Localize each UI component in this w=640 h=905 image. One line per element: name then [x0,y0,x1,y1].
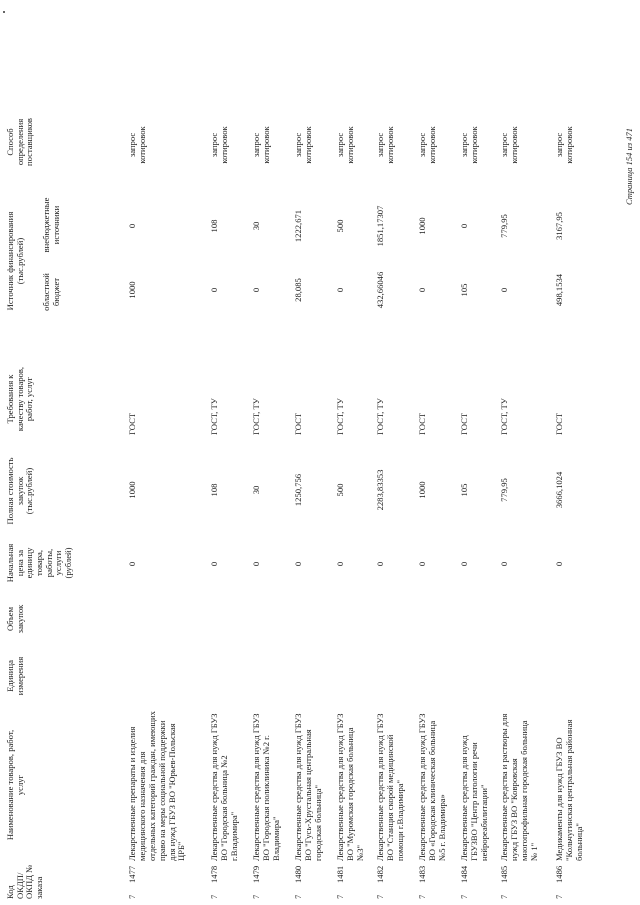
row-method: запрос котировок [499,126,519,164]
row-regional: 1000 [127,281,137,299]
row-unit-price: 0 [499,561,509,567]
row-regional: 0 [251,287,261,293]
row-regional: 432,66046 [375,271,385,309]
header-funding: Источник финансирования (тыс.рублей) [5,211,25,311]
row-requirements: ГОСТ, ТУ [251,398,261,435]
row-requirements: ГОСТ, ТУ [499,398,509,435]
row-number: 1479 [251,865,261,883]
header-method: Способ определения поставщиков [5,118,35,166]
row-requirements: ГОСТ [293,412,303,435]
row-code: 7 [499,894,509,899]
row-method: запрос котировок [459,126,479,164]
row-extra: 0 [127,223,137,229]
row-extra: 500 [335,219,345,233]
header-name: Наименование товаров, работ, услуг [5,729,25,841]
header-funding-regional: областной бюджет [41,273,61,311]
row-extra: 108 [209,219,219,233]
row-number: 1478 [209,865,219,883]
row-name: Лекарственные средства для нужд ГБУЗ ВО "Гусь-Хрустальная центральная городская больница" [293,713,323,861]
row-name: Лекарственные препараты и изделия медицинского назначения для отдельных категорий граждан, имеющих право на меры социальной поддержки для нужд ГБУЗ ВО "Юрьев-Польская ЦРБ" [127,711,187,861]
scan-dot [3,11,5,13]
row-name: Лекарственные средства для нужд ГБУЗ ВО «Городская клиническая больница №5 г. Владимира» [417,713,447,861]
row-number: 1482 [375,865,385,883]
header-volume: Объем закупок [5,604,25,634]
row-unit-price: 0 [459,561,469,567]
row-method: запрос котировок [375,126,395,164]
row-extra: 1851,17307 [375,205,385,247]
row-name: Лекарственные средства для нужд ГБУЗ ВО "Станция скорой медицинской помощи г.Владимира" [375,713,405,861]
row-unit-price: 0 [251,561,261,567]
row-method: запрос котировок [209,126,229,164]
row-requirements: ГОСТ, ТУ [209,398,219,435]
row-regional: 0 [417,287,427,293]
row-unit-price: 0 [335,561,345,567]
row-unit-price: 0 [293,561,303,567]
header-total: Полная стоимость закупок (тыс.рублей) [5,457,35,525]
row-unit-price: 0 [554,561,564,567]
row-regional: 0 [499,287,509,293]
page-number: Страница 154 из 471 [624,128,634,205]
row-number: 1480 [293,865,303,883]
row-code: 7 [417,894,427,899]
row-name: Лекарственные средства для нужд ГБУЗ ВО "Городская поликлиника №2 г. Владимира" [251,713,281,861]
row-total: 779,95 [499,478,509,502]
row-code: 7 [127,894,137,899]
row-unit-price: 0 [375,561,385,567]
row-code: 7 [209,894,219,899]
row-name: Медикаменты для нужд ГБУЗ ВО "Кольчугинская центральная районная больница" [554,719,584,861]
row-requirements: ГОСТ [554,412,564,435]
row-requirements: ГОСТ [127,412,137,435]
row-total: 30 [251,485,261,495]
row-code: 7 [293,894,303,899]
row-regional: 28,085 [293,278,303,302]
row-regional: 0 [209,287,219,293]
header-unit: Единица измерения [5,656,25,696]
row-unit-price: 0 [127,561,137,567]
row-extra: 779,95 [499,214,509,238]
row-total: 2283,83353 [375,469,385,511]
row-method: запрос котировок [251,126,271,164]
row-method: запрос котировок [554,126,574,164]
row-code: 7 [251,894,261,899]
header-code: Код ОКДП/ ОКПД № заказа [5,864,44,899]
row-extra: 3167,95 [554,212,564,240]
row-total: 1000 [127,481,137,499]
row-name: Лекарственные средства для нужд ГБУЗВО "Центр патологии речи нейрореабилитации" [459,735,489,861]
row-total: 3666,1024 [554,471,564,509]
row-extra: 0 [459,223,469,229]
row-requirements: ГОСТ, ТУ [375,398,385,435]
row-number: 1477 [127,865,137,883]
row-code: 7 [375,894,385,899]
row-number: 1486 [554,865,564,883]
row-number: 1481 [335,865,345,883]
row-extra: 30 [251,221,261,231]
row-method: запрос котировок [293,126,313,164]
row-total: 1250,756 [293,473,303,507]
row-regional: 105 [459,283,469,297]
row-name: Лекарственные средства для нужд ГБУЗ ВО "Городская больница №2 г.Владимира" [209,713,239,861]
header-requirements: Требования к качеству товаров, работ, услуг [5,366,35,432]
row-name: Лекарственные средства и растворы для нужд ГБУЗ ВО "Ковровская многопрофильная городская больница № 1" [499,713,539,861]
row-number: 1485 [499,865,509,883]
row-regional: 498,1534 [554,273,564,307]
row-code: 7 [335,894,345,899]
row-code: 7 [459,894,469,899]
row-total: 500 [335,483,345,497]
header-funding-extra: внебюджетные источники [41,197,61,253]
row-unit-price: 0 [209,561,219,567]
row-requirements: ГОСТ [459,412,469,435]
row-total: 108 [209,483,219,497]
row-regional: 0 [335,287,345,293]
row-method: запрос котировок [417,126,437,164]
row-method: запрос котировок [335,126,355,164]
header-unit-price: Начальная цена за единицу товара, работы, услуги (рублей) [5,543,73,583]
row-name: Лекарственные средства для нужд ГБУЗ ВО "Муромская городская больница №3" [335,713,365,861]
row-unit-price: 0 [417,561,427,567]
row-total: 1000 [417,481,427,499]
row-number: 1483 [417,865,427,883]
row-requirements: ГОСТ, ТУ [335,398,345,435]
row-method: запрос котировок [127,126,147,164]
row-code: 7 [554,894,564,899]
row-extra: 1222,671 [293,209,303,243]
row-total: 105 [459,483,469,497]
row-extra: 1000 [417,217,427,235]
row-number: 1484 [459,865,469,883]
row-requirements: ГОСТ [417,412,427,435]
